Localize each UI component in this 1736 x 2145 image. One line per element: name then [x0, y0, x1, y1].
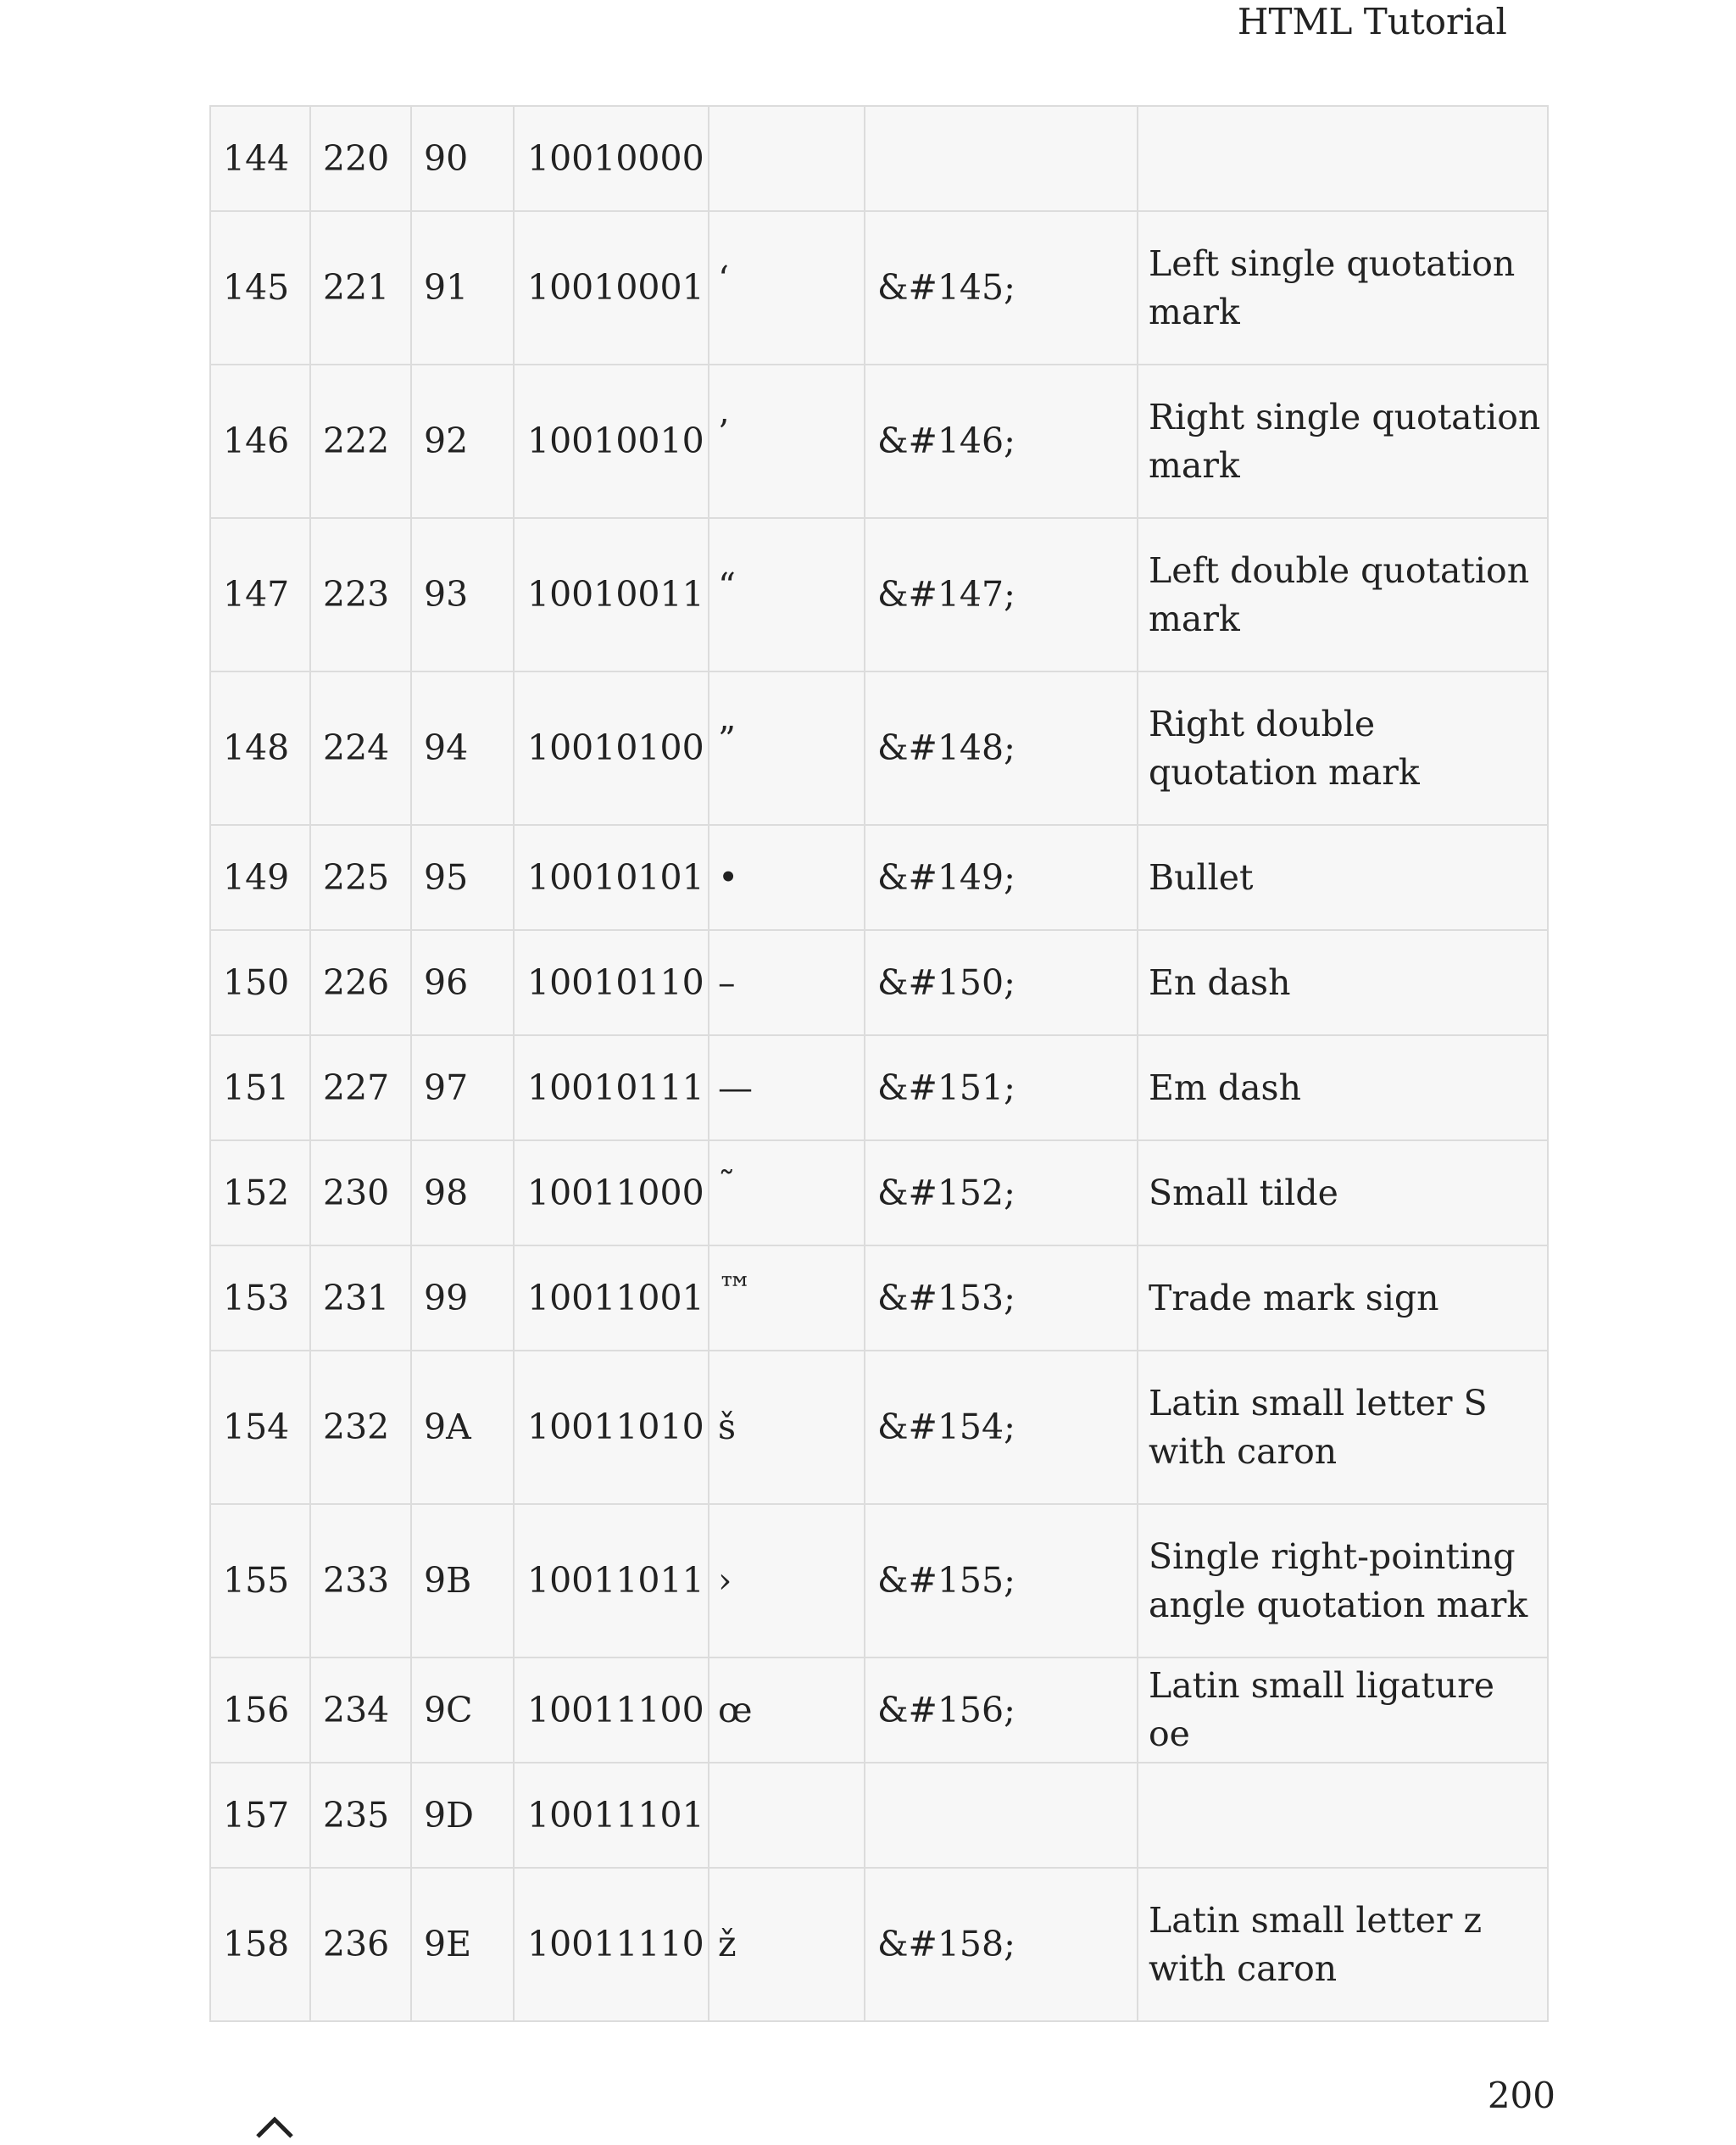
entity-cell: &#146;	[865, 365, 1138, 518]
entity-cell: &#158;	[865, 1868, 1138, 2021]
decimal-cell: 146	[210, 365, 310, 518]
hex-cell: 9D	[411, 1763, 514, 1868]
table-row	[210, 671, 1548, 825]
hex-cell: 9A	[411, 1351, 514, 1504]
hex-cell: 93	[411, 518, 514, 671]
binary-cell: 10011011	[514, 1504, 709, 1658]
decimal-cell: 154	[210, 1351, 310, 1504]
octal-cell: 221	[310, 211, 411, 365]
character-glyph: ˜	[718, 1163, 736, 1205]
character-glyph: ”	[718, 719, 736, 760]
entity-cell: &#152;	[865, 1140, 1138, 1245]
decimal-cell: 152	[210, 1140, 310, 1245]
binary-cell: 10011101	[514, 1763, 709, 1868]
table-row	[210, 211, 1548, 365]
description-cell	[1138, 106, 1548, 211]
table-row	[210, 106, 1548, 211]
hex-cell: 91	[411, 211, 514, 365]
character-cell	[709, 106, 865, 211]
binary-cell: 10010111	[514, 1035, 709, 1140]
octal-cell: 227	[310, 1035, 411, 1140]
decimal-cell: 153	[210, 1245, 310, 1351]
binary-cell: 10011110	[514, 1868, 709, 2021]
binary-cell: 10011000	[514, 1140, 709, 1245]
character-cell: —	[709, 1035, 865, 1140]
entity-cell	[865, 106, 1138, 211]
decimal-cell: 156	[210, 1658, 310, 1763]
table-row	[210, 1763, 1548, 1868]
character-cell: œ	[709, 1658, 865, 1763]
description-cell: Trade mark sign	[1138, 1245, 1548, 1351]
octal-cell: 235	[310, 1763, 411, 1868]
page-number: 200	[1487, 2075, 1555, 2116]
character-cell: ž	[709, 1868, 865, 2021]
home-icon[interactable]	[254, 2111, 295, 2145]
octal-cell: 223	[310, 518, 411, 671]
entity-cell: &#149;	[865, 825, 1138, 930]
description-cell: Latin small letter S with caron	[1138, 1351, 1548, 1504]
octal-cell: 232	[310, 1351, 411, 1504]
hex-cell: 97	[411, 1035, 514, 1140]
description-cell: Left double quotation mark	[1138, 518, 1548, 671]
description-cell: Bullet	[1138, 825, 1548, 930]
hex-cell: 96	[411, 930, 514, 1035]
character-glyph: “	[718, 566, 736, 606]
ascii-table	[209, 105, 1549, 2022]
description-cell: Right double quotation mark	[1138, 671, 1548, 825]
decimal-cell: 145	[210, 211, 310, 365]
table-row	[210, 1245, 1548, 1351]
description-cell: Left single quotation mark	[1138, 211, 1548, 365]
decimal-cell: 158	[210, 1868, 310, 2021]
description-cell: Single right-pointing angle quotation mark	[1138, 1504, 1548, 1658]
description-cell: Em dash	[1138, 1035, 1548, 1140]
binary-cell: 10010011	[514, 518, 709, 671]
character-cell: š	[709, 1351, 865, 1504]
table-row	[210, 1504, 1548, 1658]
table-row	[210, 825, 1548, 930]
hex-cell: 94	[411, 671, 514, 825]
octal-cell: 233	[310, 1504, 411, 1658]
description-cell: Latin small letter z with caron	[1138, 1868, 1548, 2021]
description-cell: En dash	[1138, 930, 1548, 1035]
binary-cell: 10010100	[514, 671, 709, 825]
hex-cell: 90	[411, 106, 514, 211]
character-cell	[709, 671, 865, 825]
character-cell	[709, 365, 865, 518]
character-cell	[709, 1140, 865, 1245]
character-cell	[709, 1763, 865, 1868]
table-row	[210, 1868, 1548, 2021]
table-row	[210, 930, 1548, 1035]
table-row	[210, 1140, 1548, 1245]
character-cell	[709, 211, 865, 365]
description-cell: Right single quotation mark	[1138, 365, 1548, 518]
entity-cell: &#156;	[865, 1658, 1138, 1763]
octal-cell: 234	[310, 1658, 411, 1763]
hex-cell: 9C	[411, 1658, 514, 1763]
decimal-cell: 144	[210, 106, 310, 211]
decimal-cell: 148	[210, 671, 310, 825]
octal-cell: 225	[310, 825, 411, 930]
entity-cell: &#147;	[865, 518, 1138, 671]
character-cell: ›	[709, 1504, 865, 1658]
hex-cell: 9E	[411, 1868, 514, 2021]
hex-cell: 98	[411, 1140, 514, 1245]
description-cell: Latin small ligature oe	[1138, 1658, 1548, 1763]
binary-cell: 10011100	[514, 1658, 709, 1763]
page-header-title: HTML Tutorial	[1237, 1, 1507, 42]
hex-cell: 99	[411, 1245, 514, 1351]
decimal-cell: 151	[210, 1035, 310, 1140]
octal-cell: 231	[310, 1245, 411, 1351]
decimal-cell: 147	[210, 518, 310, 671]
hex-cell: 92	[411, 365, 514, 518]
decimal-cell: 150	[210, 930, 310, 1035]
table-row	[210, 1035, 1548, 1140]
octal-cell: 220	[310, 106, 411, 211]
binary-cell: 10011001	[514, 1245, 709, 1351]
character-cell	[709, 518, 865, 671]
binary-cell: 10010101	[514, 825, 709, 930]
hex-cell: 9B	[411, 1504, 514, 1658]
character-glyph: ’	[718, 412, 730, 453]
octal-cell: 222	[310, 365, 411, 518]
description-cell	[1138, 1763, 1548, 1868]
description-cell: Small tilde	[1138, 1140, 1548, 1245]
hex-cell: 95	[411, 825, 514, 930]
decimal-cell: 155	[210, 1504, 310, 1658]
entity-cell: &#150;	[865, 930, 1138, 1035]
decimal-cell: 157	[210, 1763, 310, 1868]
entity-cell: &#145;	[865, 211, 1138, 365]
octal-cell: 224	[310, 671, 411, 825]
character-cell: –	[709, 930, 865, 1035]
entity-cell: &#151;	[865, 1035, 1138, 1140]
octal-cell: 236	[310, 1868, 411, 2021]
table-row	[210, 1658, 1548, 1763]
binary-cell: 10011010	[514, 1351, 709, 1504]
decimal-cell: 149	[210, 825, 310, 930]
table-row	[210, 518, 1548, 671]
entity-cell: &#154;	[865, 1351, 1138, 1504]
table-row	[210, 1351, 1548, 1504]
entity-cell	[865, 1763, 1138, 1868]
entity-cell: &#153;	[865, 1245, 1138, 1351]
binary-cell: 10010001	[514, 211, 709, 365]
character-glyph: ™	[718, 1268, 753, 1310]
character-cell: •	[709, 825, 865, 930]
entity-cell: &#155;	[865, 1504, 1138, 1658]
character-glyph: ‘	[718, 259, 730, 299]
character-cell	[709, 1245, 865, 1351]
binary-cell: 10010010	[514, 365, 709, 518]
entity-cell: &#148;	[865, 671, 1138, 825]
binary-cell: 10010110	[514, 930, 709, 1035]
octal-cell: 226	[310, 930, 411, 1035]
table-row	[210, 365, 1548, 518]
binary-cell: 10010000	[514, 106, 709, 211]
octal-cell: 230	[310, 1140, 411, 1245]
